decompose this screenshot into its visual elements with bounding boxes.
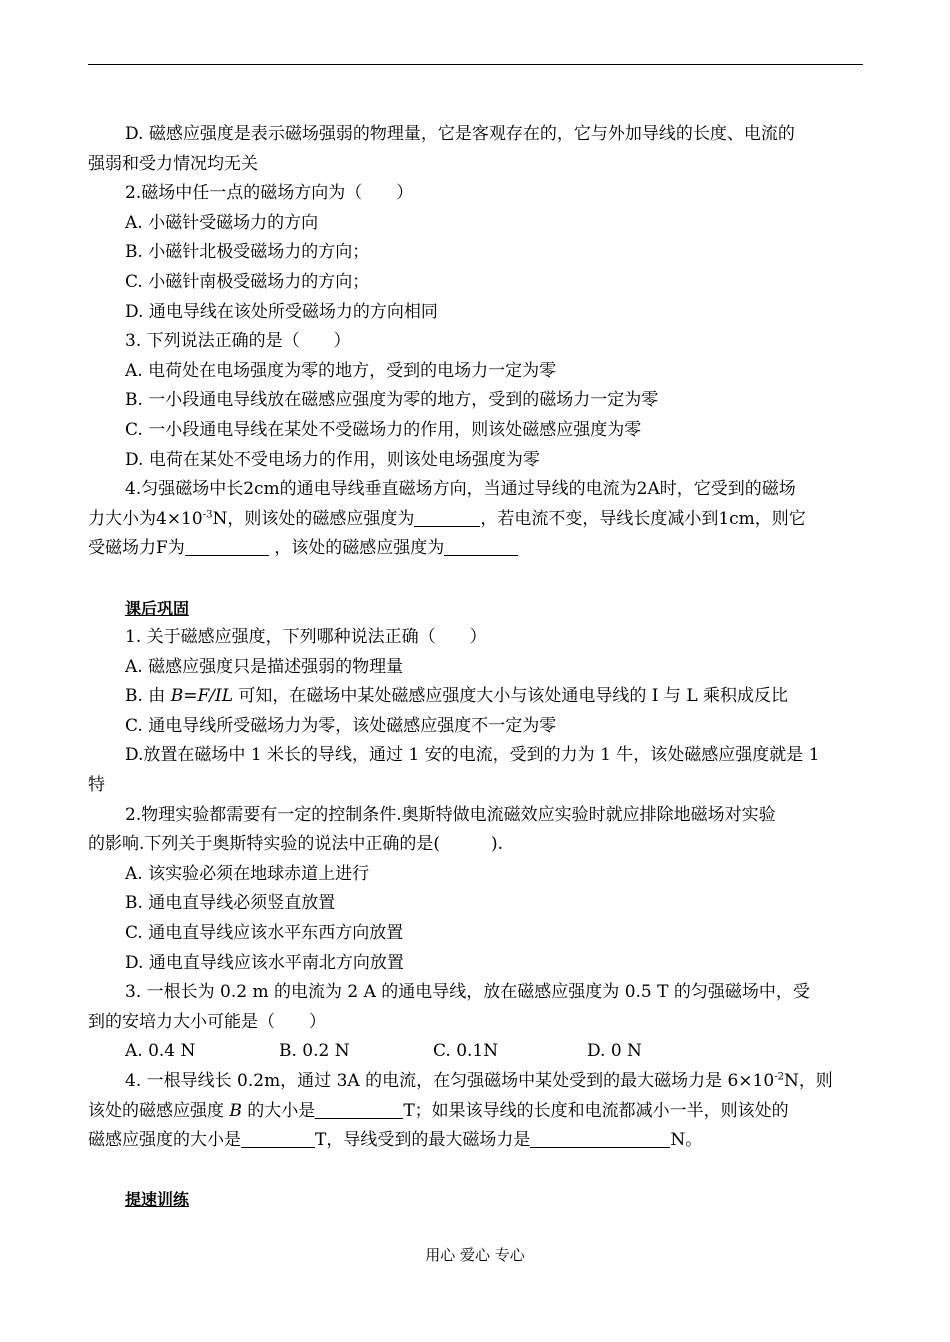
q3-option-a: A. 电荷处在电场强度为零的地方，受到的电场力一定为零 (125, 360, 557, 381)
r2-option-a: A. 该实验必须在地球赤道上进行 (125, 863, 370, 884)
section-heading-review: 课后巩固 (125, 598, 190, 618)
r4-text: 的大小是 (241, 1100, 316, 1121)
answer-blank[interactable] (414, 507, 480, 527)
q1-option-d-line1: D. 磁感应强度是表示磁场强弱的物理量，它是客观存在的，它与外加导线的长度、电流的 (125, 124, 795, 144)
q3-option-c: C. 一小段通电导线在某处不受磁场力的作用，则该处磁感应强度为零 (125, 419, 642, 440)
r3-option-b: B. 0.2 N (279, 1041, 350, 1062)
r1-text: 可知，在磁场中某处磁感应强度大小与该处通电导线的 I 与 L 乘积成反比 (232, 686, 789, 707)
q4-text: ，若电流不变，导线长度减小到1cm，则它 (480, 508, 806, 529)
r3-option-d: D. 0 N (587, 1041, 642, 1062)
q4-line3 (88, 534, 863, 564)
r2-stem-line1: 2.物理实验都需要有一定的控制条件.奥斯特做电流磁效应实验时就应排除地磁场对实验 (125, 804, 776, 825)
page-content (88, 120, 863, 1215)
r4-text: 该处的磁感应强度 (88, 1100, 230, 1121)
answer-blank[interactable] (315, 1099, 403, 1119)
r1-option-d-line2: 特 (88, 775, 105, 796)
q2-option-c: C. 小磁针南极受磁场力的方向； (125, 271, 370, 292)
r4-line1 (88, 1067, 863, 1097)
r4-text: 磁感应强度的大小是 (88, 1130, 241, 1151)
q4-line1: 4.匀强磁场中长2cm的通电导线垂直磁场方向，当通过导线的电流为2A时，它受到的磁场 (125, 479, 796, 500)
r4-text: N，则 (783, 1071, 833, 1091)
r1-option-a: A. 磁感应强度只是描述强弱的物理量 (125, 656, 404, 677)
r1-text: B. 由 (125, 686, 171, 707)
r4-text: T，导线受到的最大磁场力是 (315, 1130, 531, 1151)
answer-blank[interactable] (530, 1128, 670, 1148)
q2-option-a: A. 小磁针受磁场力的方向 (125, 212, 319, 233)
r4-text: T；如果该导线的长度和电流都减小一半，则该处的 (403, 1100, 789, 1121)
r3-option-c: C. 0.1N (433, 1041, 499, 1062)
r2-option-b: B. 通电直导线必须竖直放置 (125, 893, 336, 914)
page-footer: 用心 爱心 专心 (425, 1246, 525, 1264)
q4-line2 (88, 505, 863, 535)
q4-text: 受磁场力F为 (88, 538, 185, 559)
q3-option-d: D. 电荷在某处不受电场力的作用，则该处电场强度为零 (125, 449, 540, 470)
q4-text: ，该处的磁感应强度为 (268, 538, 445, 559)
r3-stem-line2: 到的安培力大小可能是（ ） (88, 1011, 326, 1032)
exponent: -3 (202, 509, 213, 521)
q3-option-b: B. 一小段通电导线放在磁感应强度为零的地方，受到的磁场力一定为零 (125, 390, 659, 411)
r3-option-a: A. 0.4 N (125, 1041, 196, 1062)
r4-text: N。 (670, 1130, 703, 1151)
r4-line2 (88, 1097, 863, 1127)
answer-blank[interactable] (241, 1128, 315, 1148)
section-heading-speed-training: 提速训练 (125, 1190, 190, 1210)
q1-option-d-line2: 强弱和受力情况均无关 (88, 153, 258, 174)
q2-stem: 2.磁场中任一点的磁场方向为（ ） (125, 183, 414, 204)
r1-option-c: C. 通电导线所受磁场力为零，该处磁感应强度不一定为零 (125, 715, 557, 736)
r1-option-b (88, 682, 863, 712)
q4-text: N，则该处的磁感应强度为 (212, 508, 415, 529)
r2-option-d: D. 通电直导线应该水平南北方向放置 (125, 952, 404, 973)
r2-stem-line2: 的影响.下列关于奥斯特实验的说法中正确的是( ). (88, 834, 504, 855)
q3-stem: 3. 下列说法正确的是（ ） (125, 331, 351, 352)
r1-stem: 1. 关于磁感应强度，下列哪种说法正确（ ） (125, 627, 487, 648)
q4-force-text: 力大小为4×10 (88, 508, 203, 529)
r3-stem-line1: 3. 一根长为 0.2 m 的电流为 2 A 的通电导线，放在磁感应强度为 0.5 T 的匀强磁场中，受 (125, 982, 810, 1003)
exponent: -2 (774, 1071, 784, 1083)
answer-blank[interactable] (185, 536, 269, 556)
r2-option-c: C. 通电直导线应该水平东西方向放置 (125, 923, 404, 944)
formula: B=F/IL (170, 686, 233, 707)
r3-options (88, 1037, 863, 1067)
r4-line3 (88, 1126, 863, 1156)
answer-blank[interactable] (444, 536, 518, 556)
r1-option-d-line1: D.放置在磁场中 1 米长的导线，通过 1 安的电流，受到的力为 1 牛，该处磁感应强度就是 1 (125, 745, 820, 766)
header-rule (88, 64, 863, 65)
q2-option-d: D. 通电导线在该处所受磁场力的方向相同 (125, 301, 438, 322)
r4-text: 4. 一根导线长 0.2m，通过 3A 的电流，在匀强磁场中某处受到的最大磁场力是 6×10 (125, 1071, 775, 1091)
q2-option-b: B. 小磁针北极受磁场力的方向； (125, 242, 370, 263)
symbol-b: B (229, 1100, 242, 1121)
